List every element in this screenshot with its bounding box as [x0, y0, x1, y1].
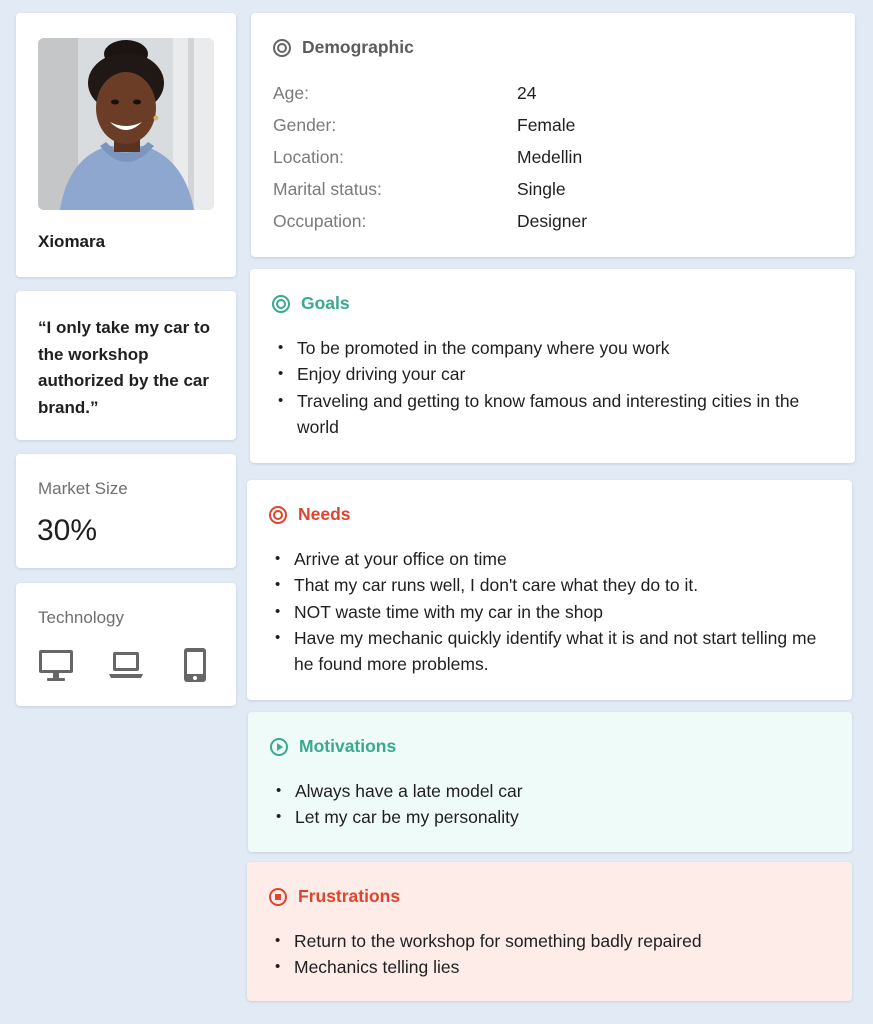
- demographic-title: Demographic: [302, 37, 414, 57]
- frustrations-title: Frustrations: [298, 886, 401, 906]
- goals-card: [250, 269, 855, 463]
- motivations-header: [269, 736, 396, 757]
- demographic-value: 24: [517, 83, 537, 103]
- technology-title: Technology: [38, 608, 125, 627]
- target-icon: [271, 294, 291, 314]
- market-size-card: [16, 454, 236, 568]
- technology-card: [16, 583, 236, 706]
- demographic-value: Designer: [517, 211, 588, 231]
- list-item: • Arrive at your office on time: [275, 546, 835, 572]
- motivations-card: [248, 712, 852, 852]
- laptop-icon: [108, 647, 144, 688]
- needs-list: [275, 546, 835, 677]
- demographic-value: Medellin: [517, 147, 583, 167]
- list-item: • NOT waste time with my car in the shop: [275, 599, 835, 625]
- list-item: • Enjoy driving your car: [278, 361, 818, 387]
- frustrations-card: [247, 862, 852, 1001]
- list-item: • Traveling and getting to know famous and interesting cities in the world: [278, 388, 818, 441]
- demographic-card: [251, 13, 855, 257]
- profile-card: [16, 13, 236, 277]
- smartphone-icon: [181, 647, 209, 688]
- list-item: • Mechanics telling lies: [275, 954, 835, 980]
- play-icon: [269, 737, 289, 757]
- stop-icon: [268, 887, 288, 907]
- persona-name: Xiomara: [38, 232, 106, 251]
- frustrations-header: [268, 886, 400, 907]
- demographic-label: Location:: [273, 147, 345, 167]
- list-item: • Have my mechanic quickly identify what it is and not start telling me he found more problems.: [275, 625, 835, 678]
- needs-header: [268, 504, 351, 525]
- demographic-value: Single: [517, 179, 566, 199]
- demographic-label: Occupation:: [273, 211, 367, 231]
- list-item: • Always have a late model car: [276, 778, 836, 804]
- needs-card: [247, 480, 852, 700]
- goals-list: [278, 335, 818, 440]
- motivations-title: Motivations: [299, 736, 397, 756]
- demographic-header: [272, 37, 414, 58]
- list-item: • To be promoted in the company where you work: [278, 335, 818, 361]
- list-item: • That my car runs well, I don't care what they do to it.: [275, 572, 835, 598]
- target-icon: [268, 505, 288, 525]
- market-size-title: Market Size: [38, 479, 128, 498]
- demographic-label: Age:: [273, 83, 309, 103]
- persona-quote: “I only take my car to the workshop authorized by the car brand.”: [38, 318, 210, 417]
- goals-header: [271, 293, 350, 314]
- quote-card: [16, 291, 236, 440]
- desktop-icon: [38, 647, 74, 688]
- demographic-label: Gender:: [273, 115, 337, 135]
- needs-title: Needs: [298, 504, 351, 524]
- demographic-value: Female: [517, 115, 576, 135]
- list-item: • Return to the workshop for something badly repaired: [275, 928, 835, 954]
- profile-photo: [38, 38, 214, 210]
- list-item: • Let my car be my personality: [276, 804, 836, 830]
- market-size-value: 30%: [37, 514, 98, 547]
- goals-title: Goals: [301, 293, 350, 313]
- target-icon: [272, 38, 292, 58]
- motivations-list: [276, 778, 836, 831]
- demographic-label: Marital status:: [273, 179, 382, 199]
- frustrations-list: [275, 928, 835, 981]
